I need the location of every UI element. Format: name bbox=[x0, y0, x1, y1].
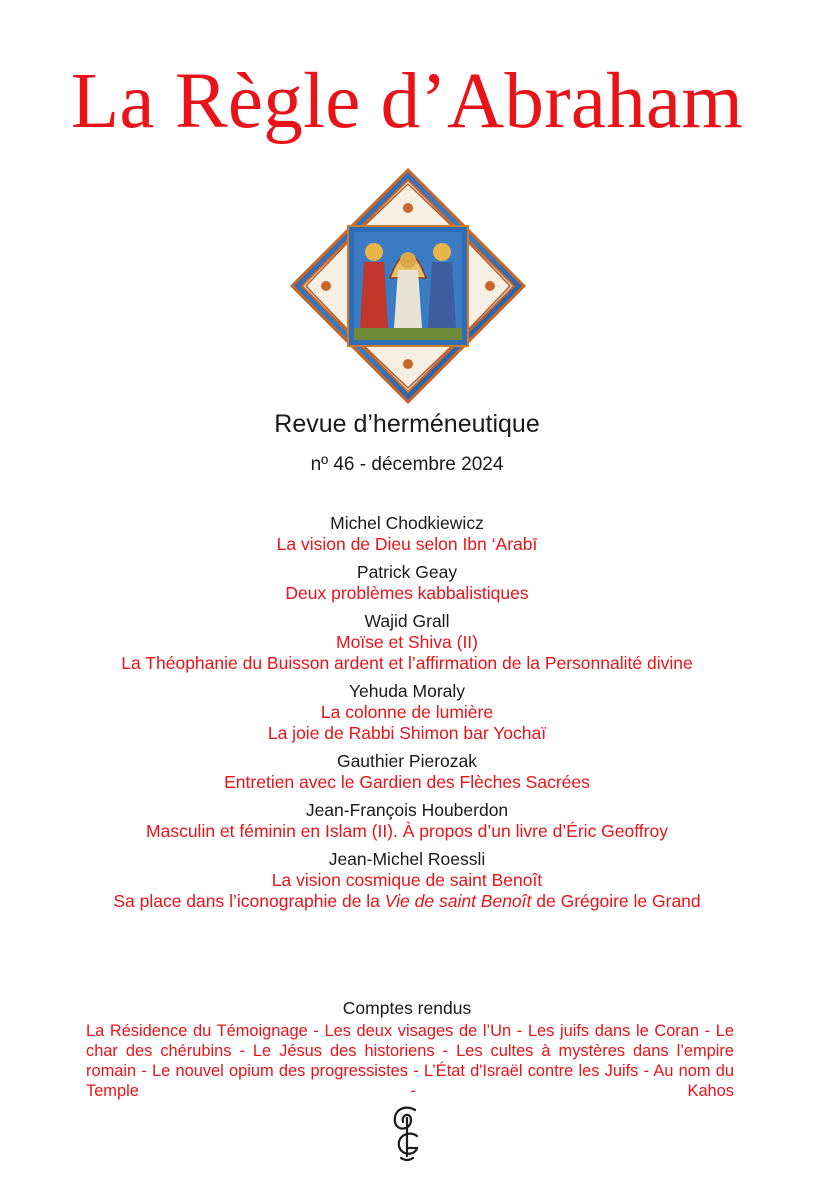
entry-title-italic: Vie de saint Benoît bbox=[384, 891, 532, 911]
toc-entry bbox=[0, 849, 814, 912]
journal-title: La Règle d’Abraham bbox=[70, 58, 744, 145]
toc-entry bbox=[0, 751, 814, 793]
entry-author: Jean-François Houberdon bbox=[305, 800, 509, 820]
entry-title: La colonne de lumière bbox=[320, 702, 494, 722]
toc-entry bbox=[0, 800, 814, 842]
reviews-list: La Résidence du Témoignage - Les deux visages de l’Un - Les juifs dans le Coran - Le char des chérubins - Le Jésus des historiens - Les cultes à mystères dans l’empire romain - Le nouvel opium des progressistes - L’État d'Israël contre les Juifs - Au nom du Temple - Kahos bbox=[86, 1022, 734, 1100]
entry-author: Yehuda Moraly bbox=[348, 681, 466, 701]
toc-entry bbox=[0, 611, 814, 674]
entry-title: Masculin et féminin en Islam (II). À propos d’un livre d’Éric Geoffroy bbox=[146, 821, 668, 841]
entry-title bbox=[0, 891, 814, 912]
table-of-contents bbox=[0, 513, 814, 919]
entry-title-part: Sa place dans l’iconographie de la bbox=[113, 891, 385, 911]
entry-author: Michel Chodkiewicz bbox=[330, 513, 484, 533]
icon-emblem-image bbox=[290, 168, 526, 404]
entry-author: Patrick Geay bbox=[356, 562, 458, 582]
toc-entry bbox=[0, 513, 814, 555]
journal-subtitle: Revue d’herméneutique bbox=[274, 410, 540, 438]
entry-author: Jean-Michel Roessli bbox=[328, 849, 486, 869]
reviews-heading: Comptes rendus bbox=[342, 998, 472, 1018]
entry-author: Gauthier Pierozak bbox=[336, 751, 478, 771]
issue-number: nº 46 - décembre 2024 bbox=[310, 454, 504, 475]
entry-title: Moïse et Shiva (II) bbox=[336, 632, 478, 652]
entry-title: La vision cosmique de saint Benoît bbox=[271, 870, 543, 890]
toc-entry bbox=[0, 562, 814, 604]
entry-title: La Théophanie du Buisson ardent et l’affirmation de la Personnalité divine bbox=[121, 653, 693, 673]
entry-title: Entretien avec le Gardien des Flèches Sacrées bbox=[224, 772, 590, 792]
publisher-monogram-icon bbox=[385, 1100, 429, 1164]
toc-entry bbox=[0, 681, 814, 744]
entry-author: Wajid Grall bbox=[364, 611, 450, 631]
entry-title-part: de Grégoire le Grand bbox=[531, 891, 701, 911]
entry-title: Deux problèmes kabbalistiques bbox=[285, 583, 529, 603]
entry-title: La vision de Dieu selon Ibn ‘Arabī bbox=[276, 534, 538, 554]
entry-title: La joie de Rabbi Shimon bar Yochaï bbox=[267, 723, 547, 743]
